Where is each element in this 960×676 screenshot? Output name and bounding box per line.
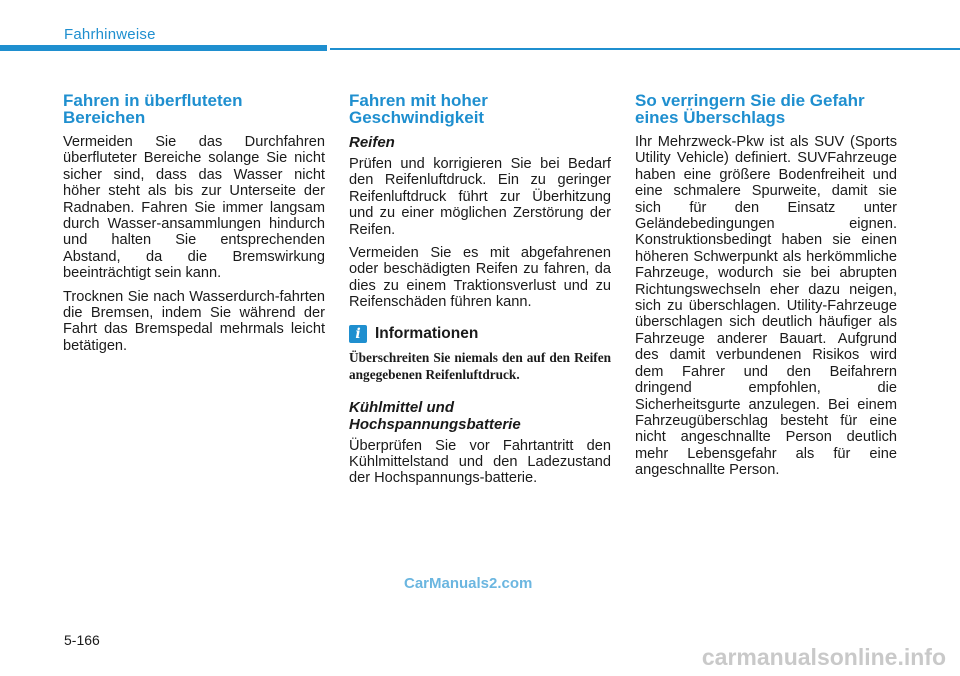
section-title: Fahrhinweise: [64, 26, 156, 43]
header-bar-thin: [330, 48, 960, 50]
column-flooded-areas: [63, 92, 325, 361]
paragraph-tires-1: Prüfen und korrigieren Sie bei Bedarf den Reifenluftdruck. Ein zu geringer Reifenluftdruck führt zur Überhitzung und zu einer möglichen Zerstörung der Reifen.: [349, 156, 611, 238]
page-number: 5-166: [64, 632, 100, 648]
subheading-coolant-battery: Kühlmittel und Hochspannungsbatterie: [349, 398, 521, 433]
heading-flooded-areas: Fahren in überfluteten Bereichen: [63, 91, 243, 127]
paragraph-rollover: Ihr Mehrzweck-Pkw ist als SUV (Sports Utility Vehicle) definiert. SUVFahrzeuge haben eine größere Bodenfreiheit und eine schmalere Spurweite, damit sie sich für den Einsatz unter Geländebedingungen eignen. Konstruktionsbedingt haben sie einen höheren Schwerpunkt als herkömmliche Fahrzeuge, wodurch sie bei abrupten Richtungswechseln eher dazu neigen, sich zu überschlagen. Utility-Fahrzeuge überschlagen sich deutlich häufiger als Fahrzeuge anderer Bauart. Aufgrund des damit verbundenen Risikos wird dem Fahrer und den Beifahrern dringend empfohlen, die Sicherheitsgurte anzulegen. Bei einem Fahrzeugüberschlag besteht für eine nicht angeschnallte Person deutlich mehr Lebensgefahr als für eine angeschnallte Person.: [635, 134, 897, 479]
column-rollover: [635, 92, 897, 486]
paragraph-flooded-2: Trocknen Sie nach Wasserdurch-fahrten die Bremsen, indem Sie während der Fahrt das Bremspedal mehrmals leicht betätigen.: [63, 288, 325, 354]
info-box-header: [349, 325, 611, 343]
paragraph-coolant-battery: Überprüfen Sie vor Fahrtantritt den Kühlmittelstand und den Ladezustand der Hochspannungs-batterie.: [349, 437, 611, 487]
subheading-tires: Reifen: [349, 134, 395, 151]
info-text: Überschreiten Sie niemals den auf den Reifen angegebenen Reifenluftdruck.: [349, 349, 611, 382]
paragraph-flooded-1: Vermeiden Sie das Durchfahren überfluteter Bereiche solange Sie nicht sicher sind, dass das Wasser nicht höher steht als bis zur Unterseite der Radnaben. Fahren Sie immer langsam durch Wasser-ansammlungen hindurch und halten Sie entsprechenden Abstand, da die Bremswirkung beeinträchtigt sein kann.: [63, 134, 325, 282]
paragraph-tires-2: Vermeiden Sie es mit abgefahrenen oder beschädigten Reifen zu fahren, da dies zu einem Traktionsverlust und zu Reifenschäden führen kann.: [349, 245, 611, 311]
heading-high-speed: Fahren mit hoher Geschwindigkeit: [349, 91, 488, 127]
info-title: Informationen: [375, 324, 479, 342]
heading-rollover: So verringern Sie die Gefahr eines Überschlags: [635, 91, 865, 127]
column-high-speed: [349, 92, 611, 494]
footer-watermark: carmanualsonline.info: [701, 644, 946, 670]
info-icon: i: [349, 325, 367, 343]
watermark-link[interactable]: CarManuals2.com: [404, 575, 533, 592]
header-bar-thick: [0, 45, 327, 51]
